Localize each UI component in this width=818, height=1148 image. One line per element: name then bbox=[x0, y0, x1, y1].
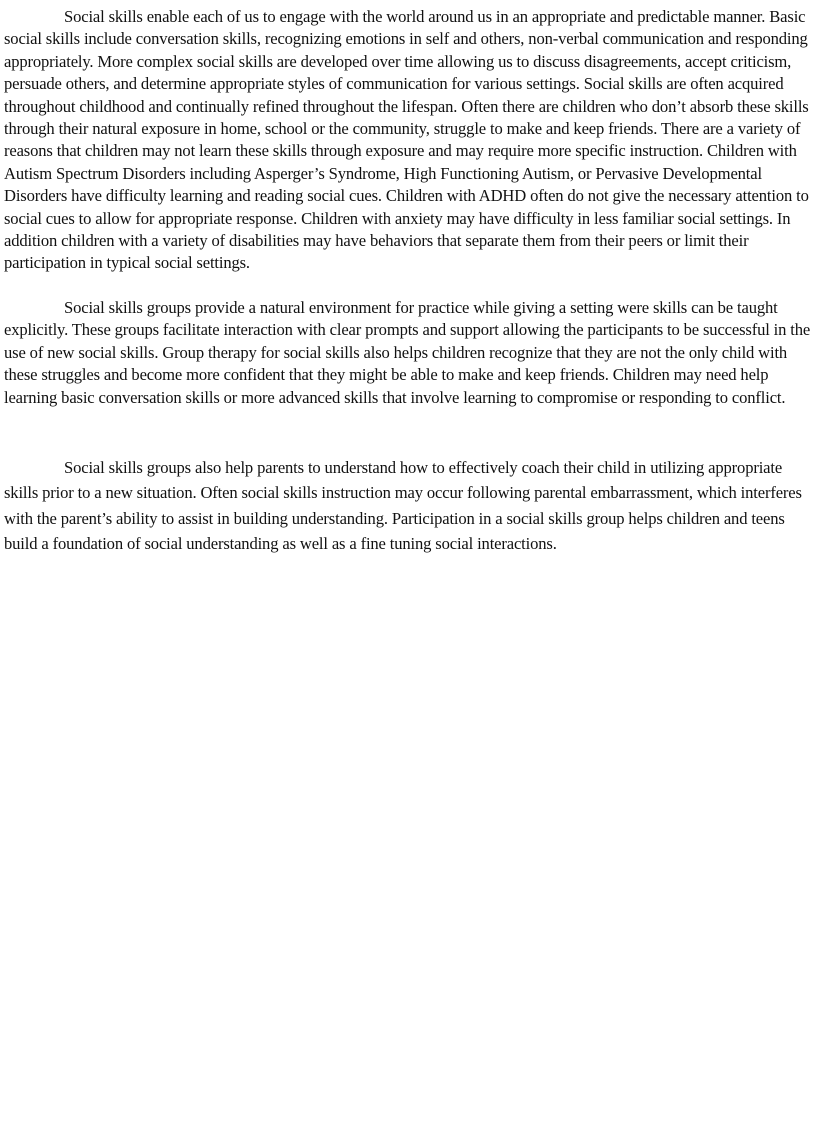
paragraph-3: Social skills groups also help parents to understand how to effectively coach their child in utilizing appropriate skills prior to a new situation. Often social skills instruction may occur following parental embarrassment, which interferes with the parent’s ability to assist in building understanding. Participation in a social skills group helps children and teens build a foundation of social understanding as well as a fine tuning social interactions. bbox=[4, 457, 802, 554]
paragraph-spacer bbox=[4, 275, 812, 297]
paragraph-1: Social skills enable each of us to engage with the world around us in an appropriate and predictable manner. Basic social skills include conversation skills, recognizing emotions in self and others, non-verbal communication and responding appropriately. More complex social skills are developed over time allowing us to discuss disagreements, accept criticism, persuade others, and determine appropriate styles of communication for various settings. Social skills are often acquired throughout childhood and continually refined throughout the lifespan. Often there are children who don’t absorb these skills through their natural exposure in home, school or the community, struggle to make and keep friends. There are a variety of reasons that children may not learn these skills through exposure and may require more specific instruction. Children with Autism Spectrum Disorders including Asperger’s Syndrome, High Functioning Autism, or Pervasive Developmental Disorders have difficulty learning and reading social cues. Children with ADHD often do not give the necessary attention to social cues to allow for appropriate response. Children with anxiety may have difficulty in less familiar social settings. In addition children with a variety of disabilities may have behaviors that separate them from their peers or limit their participation in typical social settings. bbox=[4, 7, 809, 273]
document-body bbox=[4, 6, 812, 557]
paragraph-2: Social skills groups provide a natural environment for practice while giving a setting were skills can be taught explicitly. These groups facilitate interaction with clear prompts and support allowing the participants to be successful in the use of new social skills. Group therapy for social skills also helps children recognize that they are not the only child with these struggles and become more confident that they might be able to make and keep friends. Children may need help learning basic conversation skills or more advanced skills that involve learning to compromise or responding to conflict. bbox=[4, 297, 811, 407]
paragraph-spacer bbox=[4, 409, 812, 453]
